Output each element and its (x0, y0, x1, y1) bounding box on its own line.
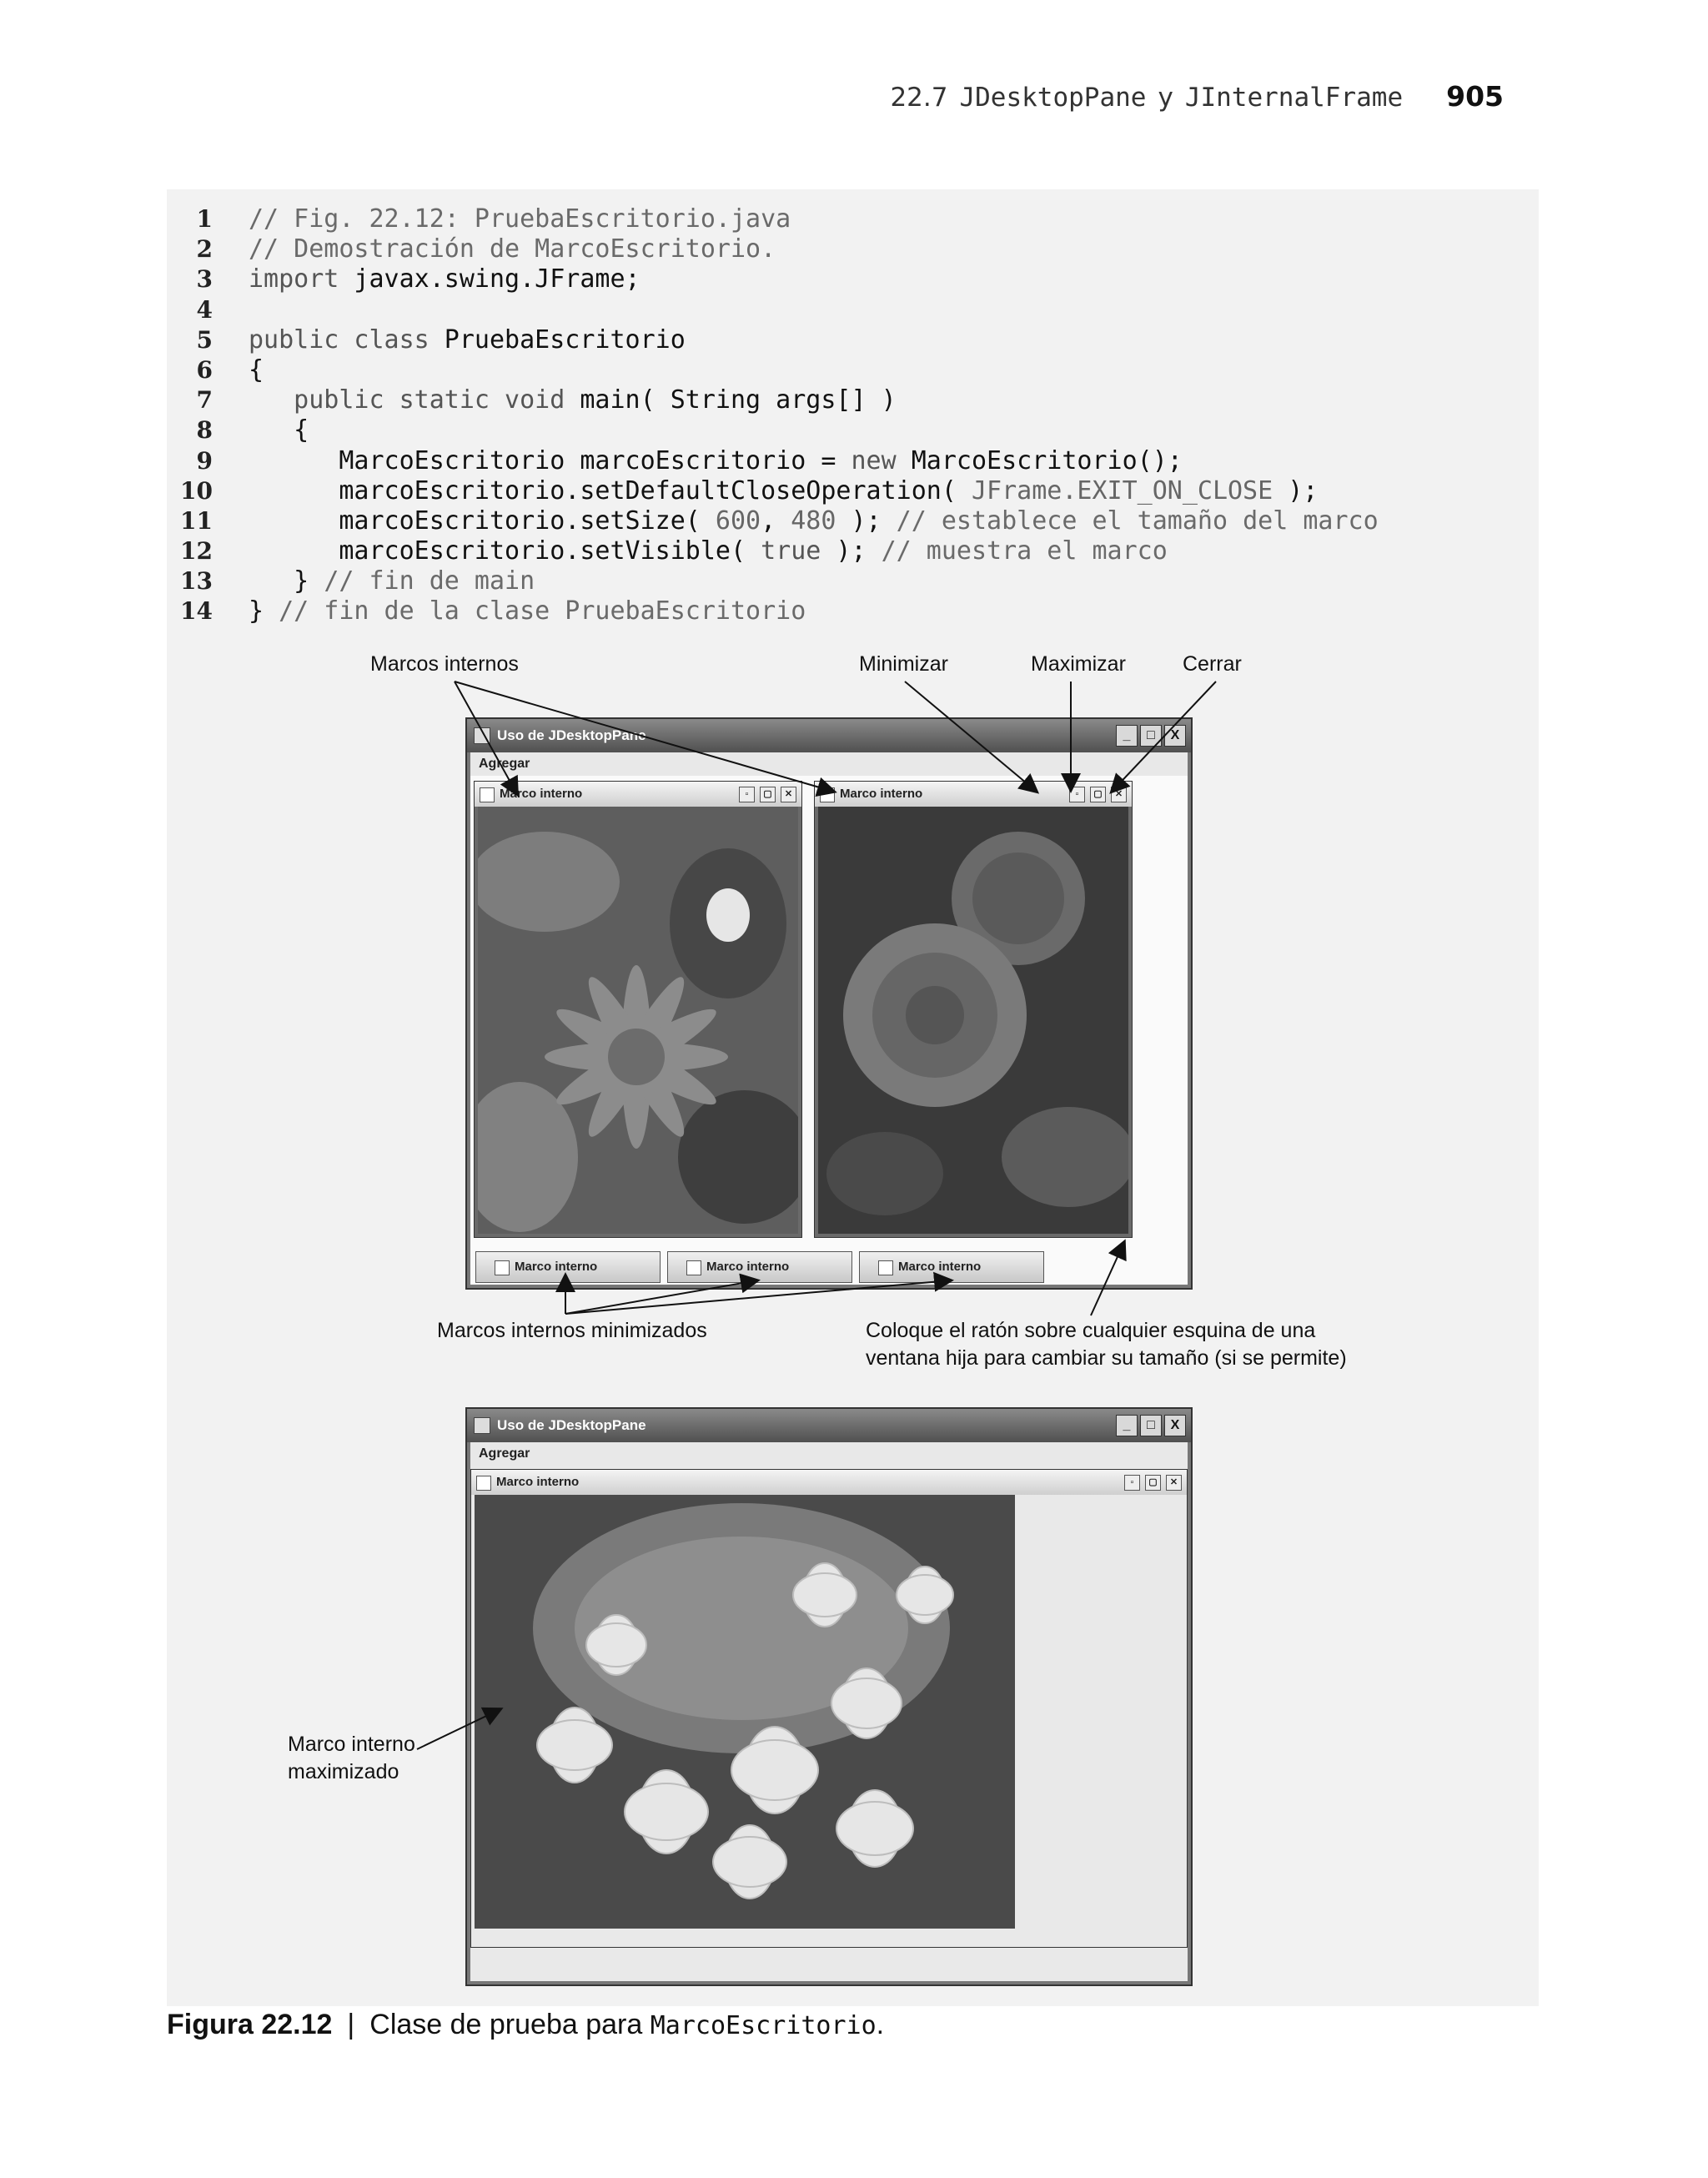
minimized-frame-label: Marco interno (706, 1260, 790, 1274)
callout-resize-line1: Coloque el ratón sobre cualquier esquina de una (866, 1319, 1316, 1342)
close-icon[interactable]: ✕ (1111, 787, 1127, 802)
menu-agregar[interactable]: Agregar (479, 757, 530, 771)
code-token: { (249, 415, 309, 445)
code-token: { (249, 355, 264, 385)
maximize-button[interactable]: □ (1140, 725, 1162, 747)
line-number: 2 (196, 235, 213, 264)
minimized-frame-label: Marco interno (515, 1260, 598, 1274)
window-title: Uso de JDesktopPane (497, 727, 646, 743)
iconify-icon[interactable]: ▫ (1124, 1475, 1140, 1491)
figure-panel (167, 189, 1539, 2006)
close-button[interactable]: X (1164, 1415, 1186, 1436)
code-token: MarcoEscritorio(); (896, 445, 1183, 475)
caption-code: MarcoEscritorio (650, 2011, 877, 2040)
code-token: import (249, 264, 339, 294)
line-number: 1 (196, 205, 213, 233)
close-icon[interactable]: ✕ (781, 787, 796, 802)
minimize-button[interactable]: _ (1116, 725, 1138, 747)
class-name-b: JInternalFrame (1184, 83, 1404, 113)
callout-maximizado-line1: Marco interno (288, 1733, 415, 1756)
arrow-cerrar (1112, 682, 1216, 792)
code-token: ); (1273, 475, 1319, 506)
minimized-frame-label: Marco interno (898, 1260, 982, 1274)
arrow-marcos-internos-1 (455, 682, 517, 794)
internal-frame-title: Marco interno (496, 1475, 580, 1489)
caption-separator: | (347, 2009, 355, 2040)
code-token: ); (836, 506, 897, 536)
code-token: MarcoEscritorio marcoEscritorio = (249, 445, 851, 475)
line-number: 10 (180, 476, 213, 505)
code-token: 480 (791, 506, 836, 536)
line-number: 9 (196, 446, 213, 475)
code-token: } (249, 596, 279, 626)
internal-frame-title: Marco interno (840, 787, 923, 801)
iconify-icon[interactable]: ▫ (1069, 787, 1085, 802)
code-token: // muestra el marco (881, 536, 1168, 566)
callout-minimizar: Minimizar (859, 652, 948, 676)
code-token: // fin de main (324, 566, 535, 596)
line-number: 7 (196, 386, 213, 415)
callout-maximizado-line2: maximizado (288, 1760, 399, 1783)
code-token: // Demostración de MarcoEscritorio. (249, 234, 776, 264)
callout-marcos-internos: Marcos internos (370, 652, 519, 676)
code-token: ); (821, 536, 882, 566)
line-number: 14 (180, 597, 213, 626)
line-number: 5 (196, 325, 213, 354)
code-token: marcoEscritorio.setVisible( (249, 536, 761, 566)
code-token: marcoEscritorio.setDefaultCloseOperation( (249, 475, 972, 506)
line-number: 13 (180, 567, 213, 596)
code-token: javax.swing.JFrame; (339, 264, 640, 294)
arrow-resize (1091, 1242, 1124, 1315)
arrow-maximizado (417, 1709, 500, 1749)
callout-resize-line2: ventana hija para cambiar su tamaño (si se permite) (866, 1346, 1347, 1370)
code-token: JFrame.EXIT_ON_CLOSE (971, 475, 1273, 506)
code-token: } (249, 566, 324, 596)
class-name-a: JDesktopPane (959, 83, 1147, 113)
caption-end: . (876, 2009, 885, 2040)
figure-label: Figura 22.12 (167, 2009, 333, 2040)
close-button[interactable]: X (1164, 725, 1186, 747)
line-number: 6 (196, 355, 213, 384)
code-token: PruebaEscritorio (429, 324, 686, 355)
line-number: 11 (180, 506, 213, 535)
line-number: 3 (196, 265, 213, 294)
maximize-icon[interactable]: ▢ (760, 787, 776, 802)
iconify-icon[interactable]: ▫ (739, 787, 755, 802)
code-token: // fin de la clase PruebaEscritorio (279, 596, 806, 626)
arrow-minimizado-2 (565, 1280, 757, 1314)
callout-minimizados: Marcos internos minimizados (437, 1319, 707, 1342)
arrow-minimizar (905, 682, 1037, 792)
maximize-button[interactable]: □ (1140, 1415, 1162, 1436)
code-token: // Fig. 22.12: PruebaEscritorio.java (249, 204, 791, 234)
arrow-marcos-internos-2 (455, 682, 834, 792)
internal-frame-title: Marco interno (500, 787, 583, 801)
figure-caption (167, 2009, 884, 2041)
code-token: public static void (249, 385, 565, 415)
code-token: marcoEscritorio.setSize( (249, 506, 716, 536)
running-head (890, 80, 1504, 113)
code-token: 600 (715, 506, 761, 536)
close-icon[interactable]: ✕ (1166, 1475, 1182, 1491)
code-token: true (761, 536, 821, 566)
code-token: , (761, 506, 791, 536)
code-token: new (851, 445, 897, 475)
connector-text: y (1158, 83, 1173, 113)
restore-icon[interactable]: ▢ (1145, 1475, 1161, 1491)
maximize-icon[interactable]: ▢ (1090, 787, 1106, 802)
callout-cerrar: Cerrar (1183, 652, 1242, 676)
code-token: public class (249, 324, 430, 355)
code-token: main( String args[] ) (565, 385, 897, 415)
line-number: 4 (196, 295, 213, 324)
callout-arrows (167, 189, 1539, 2006)
window-title: Uso de JDesktopPane (497, 1417, 646, 1433)
line-number: 8 (196, 416, 213, 445)
menu-agregar[interactable]: Agregar (479, 1446, 530, 1461)
line-number: 12 (180, 537, 213, 566)
callout-maximizar: Maximizar (1031, 652, 1126, 676)
code-token: // establece el tamaño del marco (896, 506, 1379, 536)
page-number: 905 (1446, 80, 1504, 113)
caption-text: Clase de prueba para (369, 2009, 651, 2040)
minimize-button[interactable]: _ (1116, 1415, 1138, 1436)
section-number: 22.7 (890, 83, 948, 113)
arrow-minimizado-3 (565, 1280, 951, 1314)
